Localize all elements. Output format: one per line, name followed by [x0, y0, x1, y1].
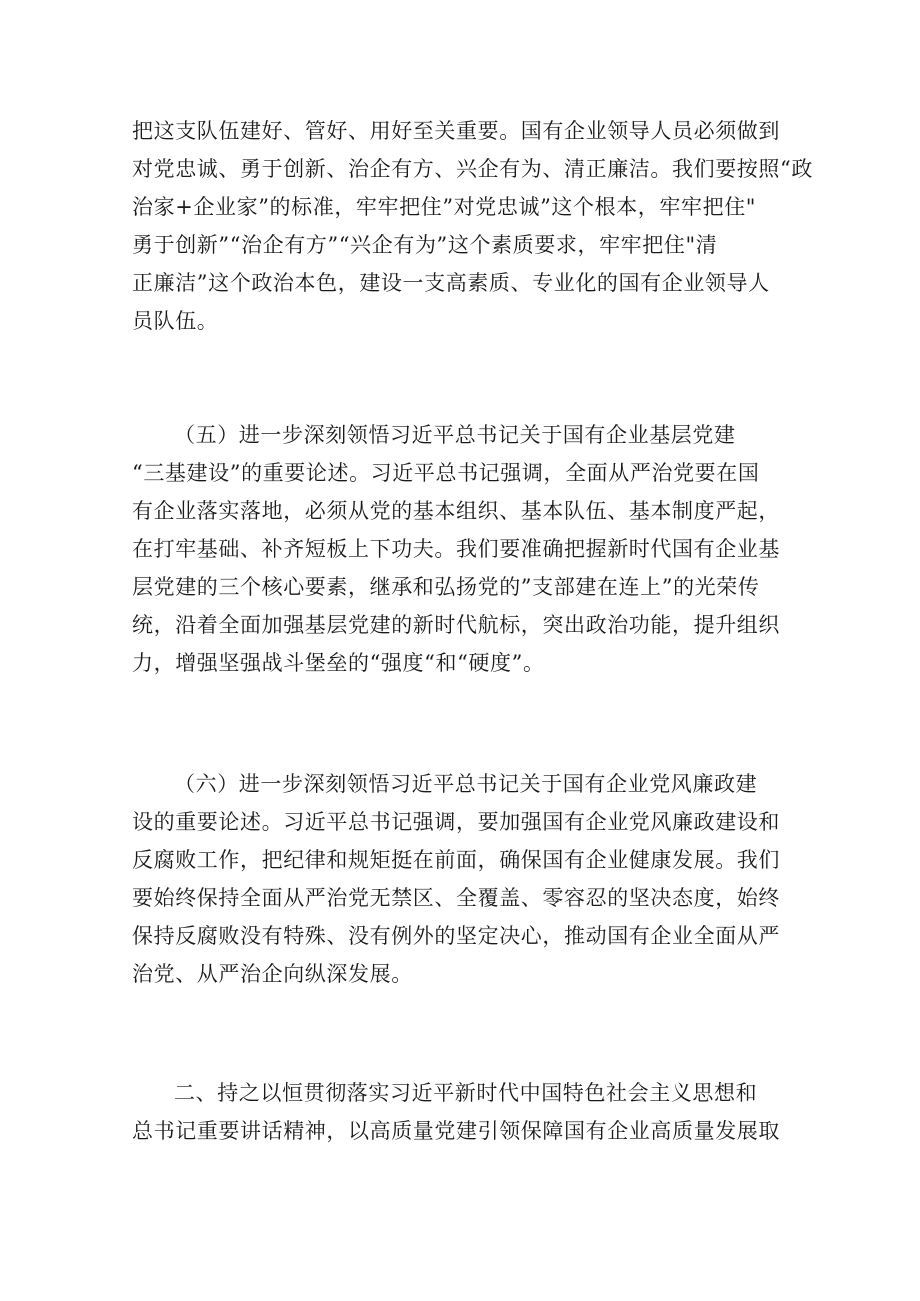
text-line: 保持反腐败没有特殊、没有例外的坚定决心，推动国有企业全面从严: [132, 924, 780, 948]
text-line: “三基建设”的重要论述。习近平总书记强调，全面从严治党要在国: [132, 461, 760, 485]
text-line: 治党、从严治企向纵深发展。: [132, 962, 413, 986]
text-line: 层党建的三个核心要素，继承和弘扬党的”支部建在连上”的光荣传: [132, 575, 760, 599]
text-line: 反腐败工作，把纪律和规矩挺在前面，确保国有企业健康发展。我们: [132, 848, 780, 872]
text-line: 把这支队伍建好、管好、用好至关重要。国有企业领导人员必须做到: [132, 119, 780, 143]
text-line: （五）进一步深刻领悟习近平总书记关于国有企业基层党建: [174, 423, 736, 447]
text-line: 统，沿着全面加强基层党建的新时代航标，突出政治功能，提升组织: [132, 613, 780, 637]
paragraph-2: [132, 416, 792, 682]
text-line: 在打牢基础、补齐短板上下功夫。我们要准确把握新时代国有企业基: [132, 537, 780, 561]
text-line: 二、持之以恒贯彻落实习近平新时代中国特色社会主义思想和: [174, 1081, 758, 1105]
text-line: 勇于创新”“治企有方”“兴企有为”这个素质要求，牢牢把住"清: [132, 233, 718, 257]
text-line: 要始终保持全面从严治党无禁区、全覆盖、零容忍的坚决态度，始终: [132, 886, 780, 910]
paragraph-4: [132, 1074, 792, 1150]
text-line: 有企业落实落地，必须从党的基本组织、基本队伍、基本制度严起，: [132, 499, 780, 523]
text-line: 正廉洁”这个政治本色，建设一支高素质、专业化的国有企业领导人: [132, 271, 770, 295]
text-line: （六）进一步深刻领悟习近平总书记关于国有企业党风廉政建: [174, 772, 758, 796]
paragraph-3: [132, 765, 792, 993]
text-line: 员队伍。: [132, 309, 219, 333]
text-line: 力，增强坚强战斗堡垒的“强度“和“硬度”。: [132, 651, 545, 675]
text-line: 总书记重要讲话精神，以高质量党建引领保障国有企业高质量发展取: [132, 1119, 780, 1143]
text-line: 治家+企业家”的标准，牢牢把住”对党忠诚”这个根本，牢牢把住": [132, 195, 757, 219]
text-line: 设的重要论述。习近平总书记强调，要加强国有企业党风廉政建设和: [132, 810, 780, 834]
paragraph-1: [132, 112, 813, 340]
text-line: 对党忠诚、勇于创新、治企有方、兴企有为、清正廉洁。我们要按照“政: [132, 157, 813, 181]
